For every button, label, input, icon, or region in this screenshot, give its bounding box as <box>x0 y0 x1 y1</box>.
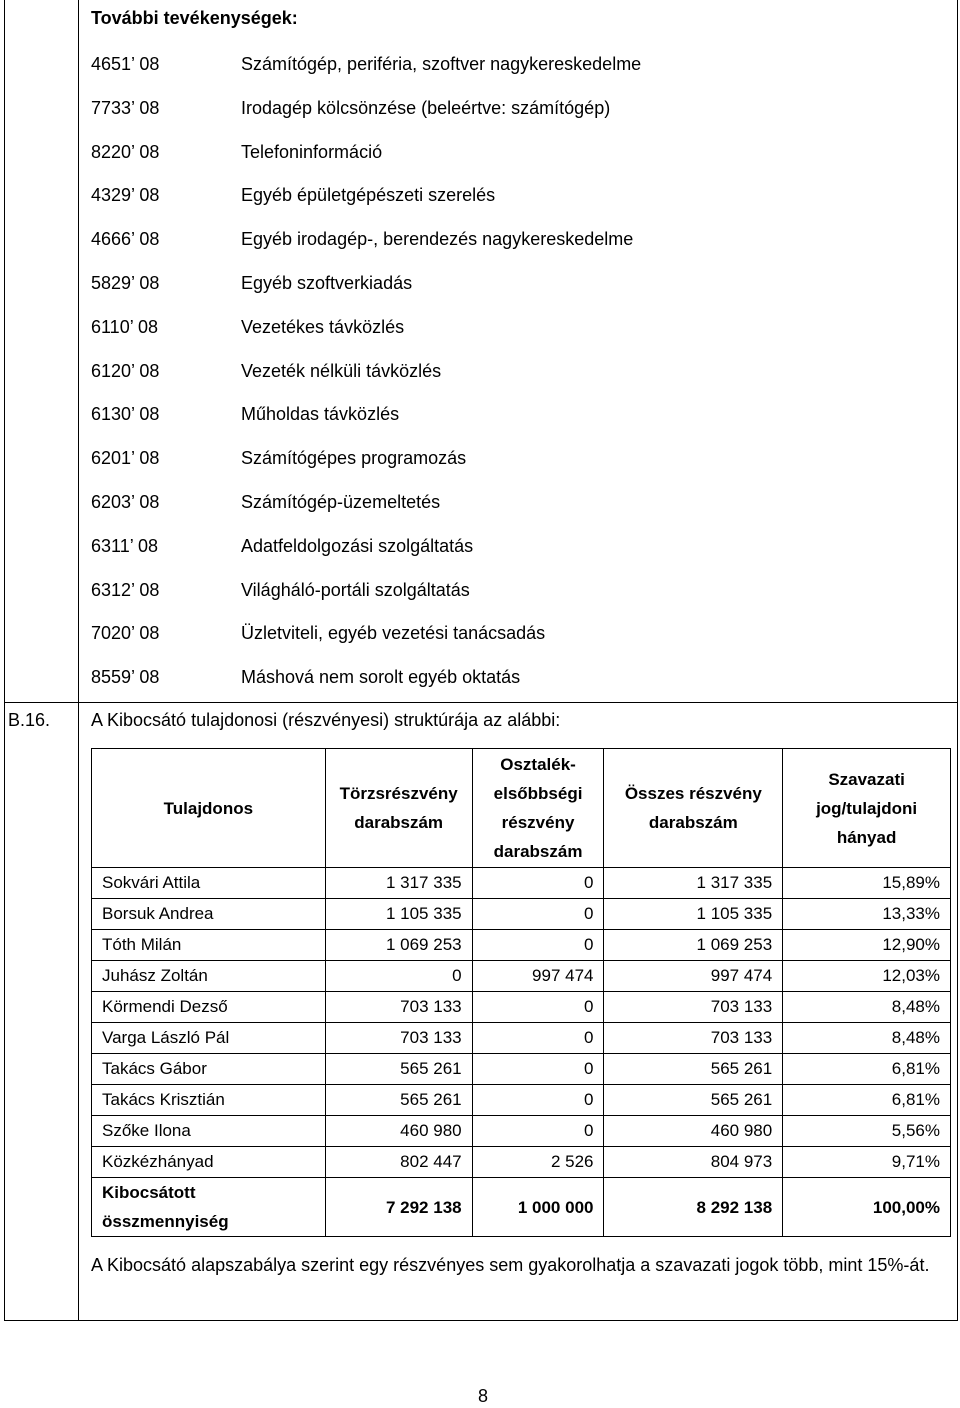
owner-name-cell: Szőke Ilona <box>92 1116 326 1147</box>
owner-name-cell: Borsuk Andrea <box>92 899 326 930</box>
header-total-shares: Összes részvény darabszám <box>604 749 783 868</box>
header-ordinary-shares: Törzsrészvény darabszám <box>325 749 472 868</box>
activity-code: 4666’ 08 <box>91 229 160 249</box>
table-row <box>92 1147 951 1178</box>
ordinary-shares-cell: 460 980 <box>325 1116 472 1147</box>
header-owner: Tulajdonos <box>92 749 326 868</box>
owner-name-cell: Takács Gábor <box>92 1054 326 1085</box>
owner-name-cell: Takács Krisztián <box>92 1085 326 1116</box>
ordinary-shares-cell: 1 317 335 <box>325 868 472 899</box>
table-total-row <box>92 1178 951 1237</box>
voting-share-cell: 13,33% <box>783 899 951 930</box>
voting-share-cell: 8,48% <box>783 992 951 1023</box>
preferred-shares-cell: 0 <box>472 1085 604 1116</box>
activity-code: 7733’ 08 <box>91 98 160 118</box>
owner-name-cell: Körmendi Dezső <box>92 992 326 1023</box>
ordinary-shares-cell: 703 133 <box>325 1023 472 1054</box>
preferred-shares-cell: 0 <box>472 992 604 1023</box>
preferred-shares-cell: 0 <box>472 1116 604 1147</box>
activity-code: 6201’ 08 <box>91 448 160 468</box>
table-row <box>92 868 951 899</box>
total-ordinary-shares-cell: 7 292 138 <box>325 1178 472 1237</box>
owner-name-cell: Varga László Pál <box>92 1023 326 1054</box>
activity-description: Vezeték nélküli távközlés <box>241 361 442 381</box>
total-shares-cell: 460 980 <box>604 1116 783 1147</box>
header-preferred-shares: Osztalék-elsőbbségi részvény darabszám <box>472 749 604 868</box>
row-divider <box>4 702 957 703</box>
voting-share-cell: 9,71% <box>783 1147 951 1178</box>
table-row <box>92 1023 951 1054</box>
total-shares-cell: 997 474 <box>604 961 783 992</box>
total-preferred-shares-cell: 1 000 000 <box>472 1178 604 1237</box>
preferred-shares-cell: 0 <box>472 899 604 930</box>
preferred-shares-cell: 0 <box>472 1023 604 1054</box>
section-intro: A Kibocsátó tulajdonosi (részvényesi) struktúrája az alábbi: <box>91 710 561 730</box>
activity-code: 7020’ 08 <box>91 623 160 643</box>
activity-code: 4329’ 08 <box>91 185 160 205</box>
ordinary-shares-cell: 565 261 <box>325 1054 472 1085</box>
total-shares-cell: 1 317 335 <box>604 868 783 899</box>
total-voting-share-cell: 100,00% <box>783 1178 951 1237</box>
activity-description: Műholdas távközlés <box>241 404 400 424</box>
activity-description: Vezetékes távközlés <box>241 317 405 337</box>
activity-description: Egyéb szoftverkiadás <box>241 273 413 293</box>
ordinary-shares-cell: 703 133 <box>325 992 472 1023</box>
total-shares-cell: 565 261 <box>604 1054 783 1085</box>
table-header-row <box>92 749 951 868</box>
table-row <box>92 1116 951 1147</box>
activity-description: Telefoninformáció <box>241 142 383 162</box>
voting-share-cell: 5,56% <box>783 1116 951 1147</box>
header-voting-share: Szavazati jog/tulajdoni hányad <box>783 749 951 868</box>
voting-share-cell: 15,89% <box>783 868 951 899</box>
ordinary-shares-cell: 0 <box>325 961 472 992</box>
activity-description: Adatfeldolgozási szolgáltatás <box>241 536 474 556</box>
activity-code: 6312’ 08 <box>91 580 160 600</box>
table-row <box>92 899 951 930</box>
voting-share-cell: 8,48% <box>783 1023 951 1054</box>
total-shares-cell: 565 261 <box>604 1085 783 1116</box>
owner-name-cell: Közkézhányad <box>92 1147 326 1178</box>
activity-description: Üzletviteli, egyéb vezetési tanácsadás <box>241 623 546 643</box>
voting-share-cell: 12,03% <box>783 961 951 992</box>
total-shares-cell: 1 105 335 <box>604 899 783 930</box>
table-row <box>92 992 951 1023</box>
activity-description: Egyéb irodagép-, berendezés nagykereskedelme <box>241 229 634 249</box>
activity-description: Máshová nem sorolt egyéb oktatás <box>241 667 521 687</box>
preferred-shares-cell: 997 474 <box>472 961 604 992</box>
activity-code: 6120’ 08 <box>91 361 160 381</box>
activity-code: 6203’ 08 <box>91 492 160 512</box>
table-row <box>92 1054 951 1085</box>
other-activities-heading: További tevékenységek: <box>91 8 298 28</box>
owner-name-cell: Sokvári Attila <box>92 868 326 899</box>
voting-share-cell: 6,81% <box>783 1085 951 1116</box>
total-shares-cell: 1 069 253 <box>604 930 783 961</box>
activity-code: 6110’ 08 <box>91 317 159 337</box>
owner-name-cell: Tóth Milán <box>92 930 326 961</box>
activity-description: Egyéb épületgépészeti szerelés <box>241 185 496 205</box>
activity-description: Világháló-portáli szolgáltatás <box>241 580 470 600</box>
voting-share-cell: 6,81% <box>783 1054 951 1085</box>
ordinary-shares-cell: 1 069 253 <box>325 930 472 961</box>
table-row <box>92 1085 951 1116</box>
total-shares-cell: 703 133 <box>604 992 783 1023</box>
total-shares-cell: 804 973 <box>604 1147 783 1178</box>
ordinary-shares-cell: 802 447 <box>325 1147 472 1178</box>
voting-rights-note: A Kibocsátó alapszabálya szerint egy részvényes sem gyakorolhatja a szavazati jogok több, mint 15%-át. <box>91 1255 930 1275</box>
activity-code: 8220’ 08 <box>91 142 160 162</box>
activity-description: Számítógépes programozás <box>241 448 467 468</box>
ordinary-shares-cell: 1 105 335 <box>325 899 472 930</box>
column-divider <box>78 0 79 1320</box>
activity-code: 6311’ 08 <box>91 536 159 556</box>
owner-name-cell: Juhász Zoltán <box>92 961 326 992</box>
page-number: 8 <box>478 1386 489 1406</box>
table-row <box>92 930 951 961</box>
activity-description: Számítógép, periféria, szoftver nagykereskedelme <box>241 54 642 74</box>
total-owner-name-cell: Kibocsátott összmennyiség <box>92 1178 326 1237</box>
table-row <box>92 961 951 992</box>
total-total-shares-cell: 8 292 138 <box>604 1178 783 1237</box>
activity-code: 6130’ 08 <box>91 404 160 424</box>
activity-code: 4651’ 08 <box>91 54 160 74</box>
activity-code: 5829’ 08 <box>91 273 160 293</box>
activity-description: Irodagép kölcsönzése (beleértve: számítógép) <box>241 98 611 118</box>
activity-description: Számítógép-üzemeltetés <box>241 492 441 512</box>
activity-code: 8559’ 08 <box>91 667 160 687</box>
preferred-shares-cell: 2 526 <box>472 1147 604 1178</box>
section-number: B.16. <box>8 710 51 730</box>
preferred-shares-cell: 0 <box>472 1054 604 1085</box>
preferred-shares-cell: 0 <box>472 868 604 899</box>
total-shares-cell: 703 133 <box>604 1023 783 1054</box>
ordinary-shares-cell: 565 261 <box>325 1085 472 1116</box>
preferred-shares-cell: 0 <box>472 930 604 961</box>
ownership-table <box>91 748 951 1237</box>
voting-share-cell: 12,90% <box>783 930 951 961</box>
